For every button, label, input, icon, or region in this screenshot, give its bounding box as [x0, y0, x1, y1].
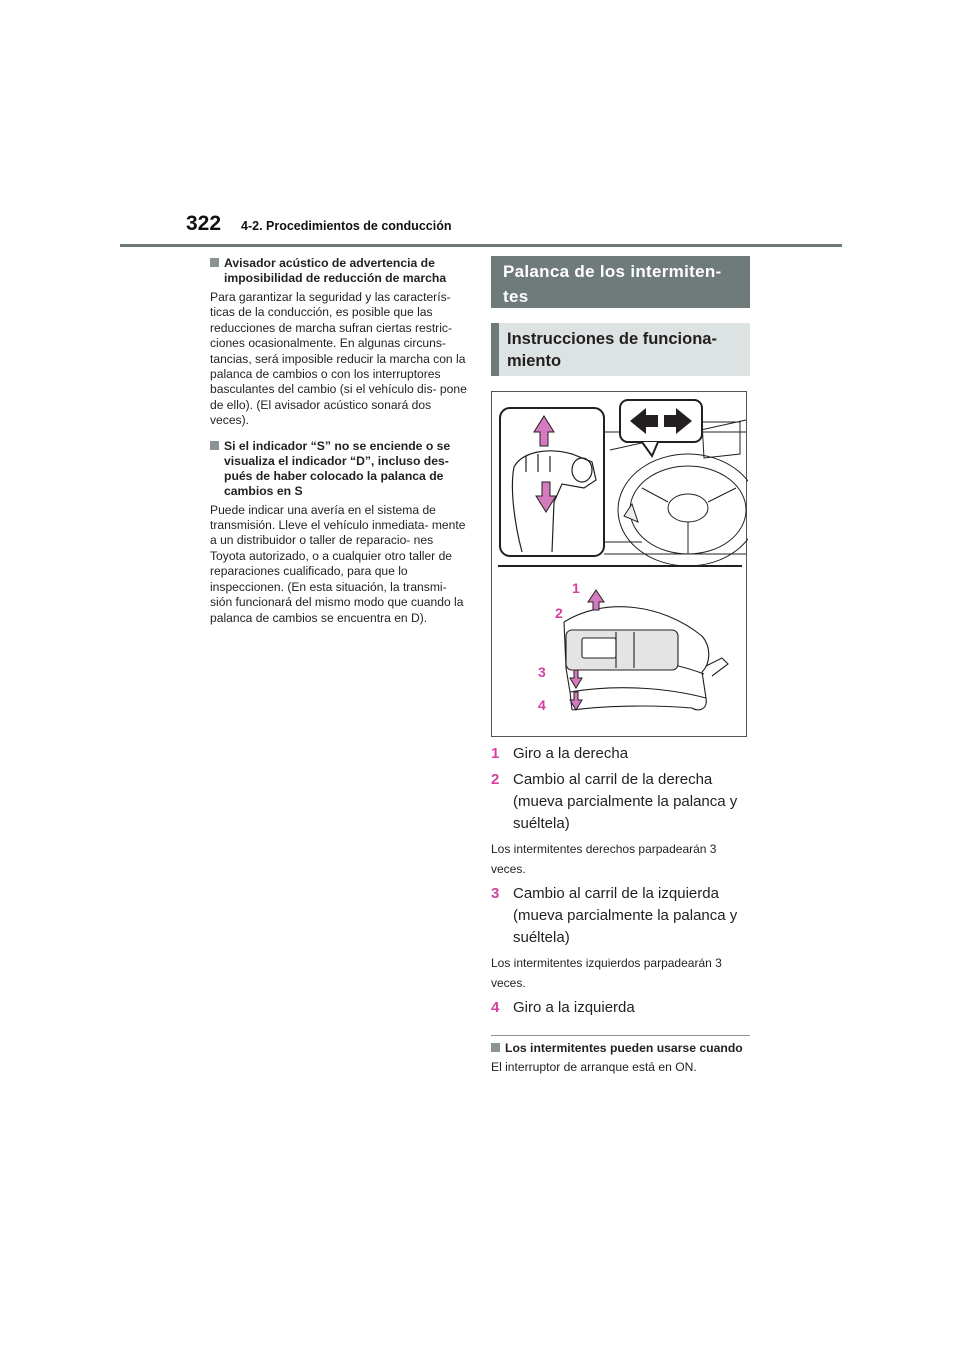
subsection-title: Instrucciones de funciona- miento: [491, 323, 750, 376]
square-bullet-icon: [491, 1043, 500, 1052]
section-title: Palanca de los intermiten- tes: [491, 256, 750, 308]
right-column: [491, 256, 750, 1075]
note-heading: Los intermitentes pueden usarse cuando: [491, 1041, 750, 1056]
header-rule: [120, 244, 842, 247]
square-bullet-icon: [210, 258, 219, 267]
list-item: 1 Giro a la derecha: [491, 745, 629, 762]
list-item: 2 Cambio al carril de la derecha (mueva parcialmente la palanca y suéltela): [491, 771, 738, 832]
square-bullet-icon: [210, 441, 219, 450]
note-text: Los intermitentes izquierdos parpadearán 3 veces.: [491, 956, 722, 990]
divider: [491, 1035, 750, 1036]
arrow-down-icon: [570, 670, 582, 688]
note-body: Para garantizar la seguridad y las caracterís- ticas de la conducción, es posible que las reducciones de marcha sufran ciertas restric- ciones ocasionalmente. En algunas circuns- tancias, será imposible reducir la marcha con la palanca de cambios o con los interruptores basculantes del cambio (si el vehículo dis- pone de ello). (El avisador acústico sonará dos veces).: [210, 290, 467, 428]
figure-label-2: 2: [555, 605, 563, 621]
figure-label-4: 4: [538, 697, 546, 713]
arrow-up-icon: [534, 416, 554, 446]
note-heading: Si el indicador “S” no se enciende o se visualiza el indicador “D”, incluso des- pués de haber colocado la palanca de cambios en S: [210, 439, 468, 499]
note-text: Los intermitentes derechos parpadearán 3 veces.: [491, 842, 717, 876]
section-header: 4-2. Procedimientos de conducción: [241, 219, 452, 233]
left-column: [210, 256, 468, 626]
note-body: Puede indicar una avería en el sistema de transmisión. Lleve el vehículo inmediata- mente a un distribuidor o taller de reparacio- nes Toyota autorizado, o a cualquier otro taller de reparaciones cualificado, para que lo inspeccionen. (En esta situación, la transmi- sión funcionará del mismo modo que cuando la palanca de cambios se encuentra en D).: [210, 502, 466, 625]
figure-label-3: 3: [538, 664, 546, 680]
note-heading: Avisador acústico de advertencia de imposibilidad de reducción de marcha: [210, 256, 468, 286]
page-number: 322: [186, 212, 222, 235]
arrow-up-icon: [588, 590, 604, 610]
lever-closeup: [564, 607, 728, 710]
list-item: 4 Giro a la izquierda: [491, 999, 635, 1016]
turn-signal-figure: [491, 391, 747, 737]
note-body: El interruptor de arranque está en ON.: [491, 1060, 697, 1074]
figure-label-1: 1: [572, 580, 580, 596]
arrows-callout: [620, 400, 702, 456]
turn-signal-illustration: [492, 392, 748, 738]
arrow-down-icon: [536, 482, 556, 512]
list-item: 3 Cambio al carril de la izquierda (mueva parcialmente la palanca y suéltela): [491, 885, 738, 946]
